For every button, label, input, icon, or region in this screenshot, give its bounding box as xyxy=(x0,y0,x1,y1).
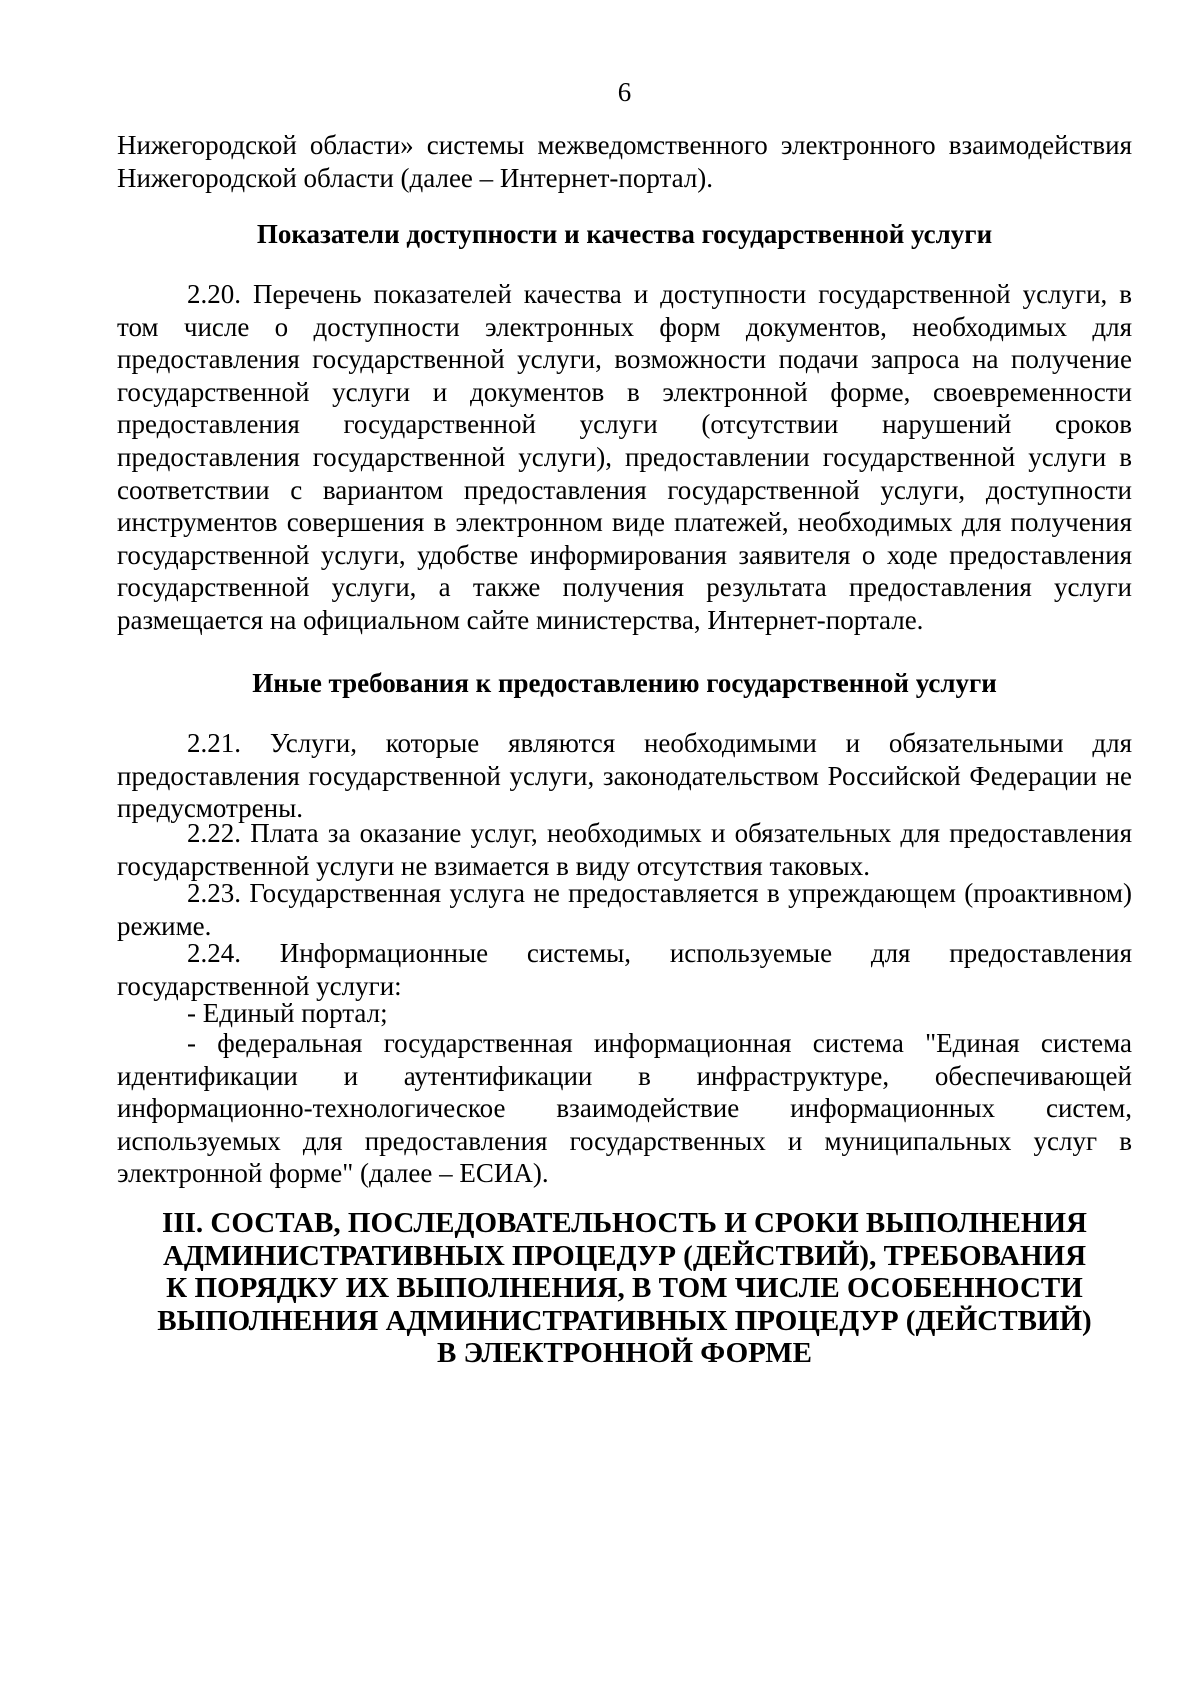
section-three-title-line: III. СОСТАВ, ПОСЛЕДОВАТЕЛЬНОСТЬ И СРОКИ ВЫПОЛНЕНИЯ xyxy=(162,1207,1087,1239)
section-three-title-line: АДМИНИСТРАТИВНЫХ ПРОЦЕДУР (ДЕЙСТВИЙ), ТРЕБОВАНИЯ xyxy=(162,1239,1087,1272)
list-item-unified-portal: - Единый портал; xyxy=(187,998,388,1028)
section-three-title-line: ВЫПОЛНЕНИЯ АДМИНИСТРАТИВНЫХ ПРОЦЕДУР (ДЕЙСТВИЙ) xyxy=(157,1304,1092,1337)
heading-other-requirements: Иные требования к предоставлению государственной услуги xyxy=(252,668,997,698)
page-number: 6 xyxy=(617,77,632,107)
paragraph-2-22: 2.22. Плата за оказание услуг, необходимых и обязательных для предоставления государственной услуги не взимается в виду отсутствия таковых. xyxy=(117,818,1132,881)
section-three-title xyxy=(117,1207,1132,1370)
list-item-esia: - федеральная государственная информационная система "Единая система идентификации и аутентификации в инфраструктуре, обеспечивающей информационно-технологическое взаимодействие информационных систем, используемых для предоставления государственных и муниципальных услуг в электронной форме" (далее – ЕСИА). xyxy=(117,1028,1132,1189)
paragraph-2-21: 2.21. Услуги, которые являются необходимыми и обязательными для предоставления государственной услуги, законодательством Российской Федерации не предусмотрены. xyxy=(117,728,1132,824)
intro-paragraph: Нижегородской области» системы межведомственного электронного взаимодействия Нижегородской области (далее – Интернет-портал). xyxy=(117,130,1132,193)
paragraph-2-24: 2.24. Информационные системы, используемые для предоставления государственной услуги: xyxy=(117,938,1132,1001)
heading-quality-indicators: Показатели доступности и качества государственной услуги xyxy=(256,219,993,249)
paragraph-2-20: 2.20. Перечень показателей качества и доступности государственной услуги, в том числе о доступности электронных форм документов, необходимых для предоставления государственной услуги, возможности подачи запроса на получение государственной услуги и документов в электронной форме, своевременности предоставления государственной услуги (отсутствии нарушений сроков предоставления государственной услуги), предоставлении государственной услуги в соответствии с вариантом предоставления государственной услуги, доступности инструментов совершения в электронном виде платежей, необходимых для получения государственной услуги, удобстве информирования заявителя о ходе предоставления государственной услуги, а также получения результата предоставления услуги размещается на официальном сайте министерства, Интернет-портале. xyxy=(117,279,1132,635)
paragraph-2-23: 2.23. Государственная услуга не предоставляется в упреждающем (проактивном) режиме. xyxy=(117,878,1132,941)
section-three-title-line: К ПОРЯДКУ ИХ ВЫПОЛНЕНИЯ, В ТОМ ЧИСЛЕ ОСОБЕННОСТИ xyxy=(166,1272,1083,1304)
section-three-title-line: В ЭЛЕКТРОННОЙ ФОРМЕ xyxy=(436,1337,813,1369)
